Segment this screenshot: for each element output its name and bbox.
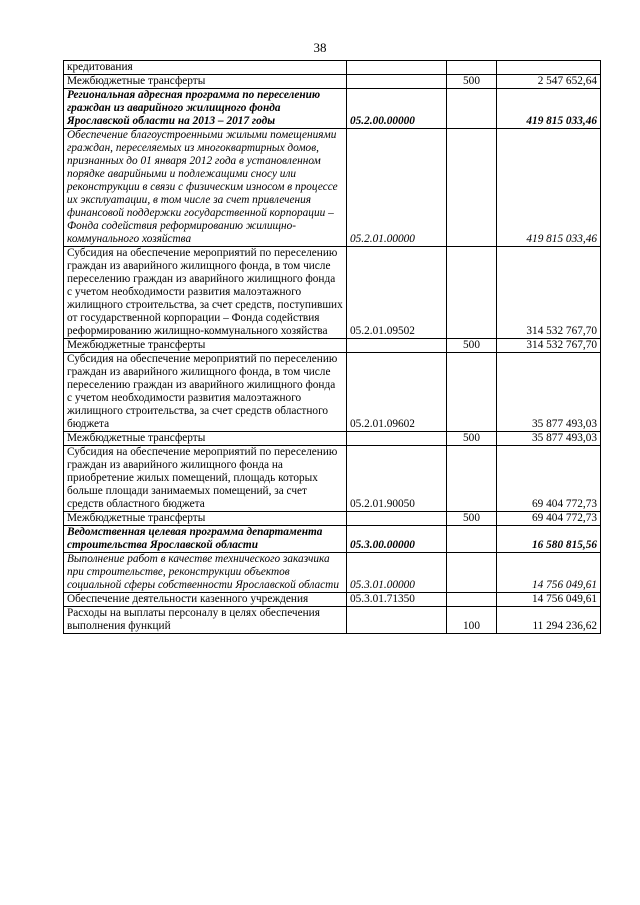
row-code-cell: 05.2.01.90050 [347, 446, 447, 512]
row-sum-cell: 419 815 033,46 [497, 129, 601, 247]
row-sum-cell: 314 532 767,70 [497, 339, 601, 353]
table-row [64, 75, 601, 89]
row-sum-cell: 314 532 767,70 [497, 247, 601, 339]
row-name-cell: Межбюджетные трансферты [64, 75, 347, 89]
row-name-cell: Обеспечение благоустроенными жилыми помещениями граждан, переселяемых из многоквартирных домов, признанных до 01 января 2012 года в установленном порядке аварийными и подлежащими сносу или реконструкции в связи с физическим износом в процессе их эксплуатации, в том числе за счет привлечения финансовой поддержки государственной корпорации – Фонда содействия реформированию жилищно-коммунального хозяйства [64, 129, 347, 247]
row-type-cell: 500 [447, 432, 497, 446]
row-code-cell: 05.3.01.71350 [347, 593, 447, 607]
row-code-cell [347, 61, 447, 75]
row-sum-cell: 14 756 049,61 [497, 593, 601, 607]
row-type-cell: 500 [447, 75, 497, 89]
row-type-cell [447, 353, 497, 432]
table-row [64, 129, 601, 247]
table-row [64, 432, 601, 446]
budget-table [63, 60, 601, 634]
table-row [64, 353, 601, 432]
row-name-cell: Субсидия на обеспечение мероприятий по переселению граждан из аварийного жилищного фонда, в том числе переселению граждан из аварийного жилищного фонда с учетом необходимости развития малоэтажного жилищного строительства, за счет средств, поступивших от государственной корпорации – Фонда содействия реформированию жилищно-коммунального хозяйства [64, 247, 347, 339]
row-name-cell: Межбюджетные трансферты [64, 432, 347, 446]
row-code-cell: 05.3.00.00000 [347, 526, 447, 553]
row-code-cell [347, 607, 447, 634]
row-code-cell: 05.3.01.00000 [347, 553, 447, 593]
row-name-cell: Межбюджетные трансферты [64, 339, 347, 353]
row-sum-cell: 419 815 033,46 [497, 89, 601, 129]
row-code-cell: 05.2.01.09502 [347, 247, 447, 339]
row-sum-cell: 14 756 049,61 [497, 553, 601, 593]
table-row [64, 89, 601, 129]
row-name-cell: Региональная адресная программа по переселению граждан из аварийного жилищного фонда Ярославской области на 2013 – 2017 годы [64, 89, 347, 129]
table-row [64, 446, 601, 512]
row-type-cell [447, 129, 497, 247]
row-name-cell: Ведомственная целевая программа департамента строительства Ярославской области [64, 526, 347, 553]
row-name-cell: кредитования [64, 61, 347, 75]
row-sum-cell: 35 877 493,03 [497, 432, 601, 446]
row-type-cell [447, 446, 497, 512]
table-row [64, 61, 601, 75]
table-row [64, 553, 601, 593]
row-sum-cell: 11 294 236,62 [497, 607, 601, 634]
row-type-cell: 100 [447, 607, 497, 634]
table-row [64, 526, 601, 553]
row-sum-cell: 69 404 772,73 [497, 512, 601, 526]
table-row [64, 339, 601, 353]
row-sum-cell [497, 61, 601, 75]
row-type-cell: 500 [447, 512, 497, 526]
table-row [64, 247, 601, 339]
budget-table-body [64, 61, 601, 634]
row-sum-cell: 69 404 772,73 [497, 446, 601, 512]
row-name-cell: Расходы на выплаты персоналу в целях обеспечения выполнения функций [64, 607, 347, 634]
row-type-cell [447, 553, 497, 593]
row-code-cell [347, 432, 447, 446]
table-row [64, 512, 601, 526]
row-type-cell [447, 61, 497, 75]
row-sum-cell: 35 877 493,03 [497, 353, 601, 432]
row-type-cell [447, 89, 497, 129]
row-name-cell: Субсидия на обеспечение мероприятий по переселению граждан из аварийного жилищного фонда на приобретение жилых помещений, площадь которых больше площади занимаемых помещений, за счет средств областного бюджета [64, 446, 347, 512]
row-type-cell [447, 526, 497, 553]
row-sum-cell: 2 547 652,64 [497, 75, 601, 89]
page-number: 38 [313, 40, 327, 55]
row-name-cell: Выполнение работ в качестве технического заказчика при строительстве, реконструкции объектов социальной сферы собственности Ярославской области [64, 553, 347, 593]
row-code-cell [347, 339, 447, 353]
row-type-cell [447, 593, 497, 607]
row-name-cell: Межбюджетные трансферты [64, 512, 347, 526]
table-row [64, 593, 601, 607]
row-code-cell: 05.2.00.00000 [347, 89, 447, 129]
row-sum-cell: 16 580 815,56 [497, 526, 601, 553]
row-code-cell [347, 75, 447, 89]
row-code-cell: 05.2.01.00000 [347, 129, 447, 247]
row-name-cell: Субсидия на обеспечение мероприятий по переселению граждан из аварийного жилищного фонда, в том числе переселению граждан из аварийного жилищного фонда с учетом необходимости развития малоэтажного жилищного строительства, за счет средств областного бюджета [64, 353, 347, 432]
row-code-cell: 05.2.01.09602 [347, 353, 447, 432]
row-type-cell [447, 247, 497, 339]
table-row [64, 607, 601, 634]
row-type-cell: 500 [447, 339, 497, 353]
row-code-cell [347, 512, 447, 526]
row-name-cell: Обеспечение деятельности казенного учреждения [64, 593, 347, 607]
